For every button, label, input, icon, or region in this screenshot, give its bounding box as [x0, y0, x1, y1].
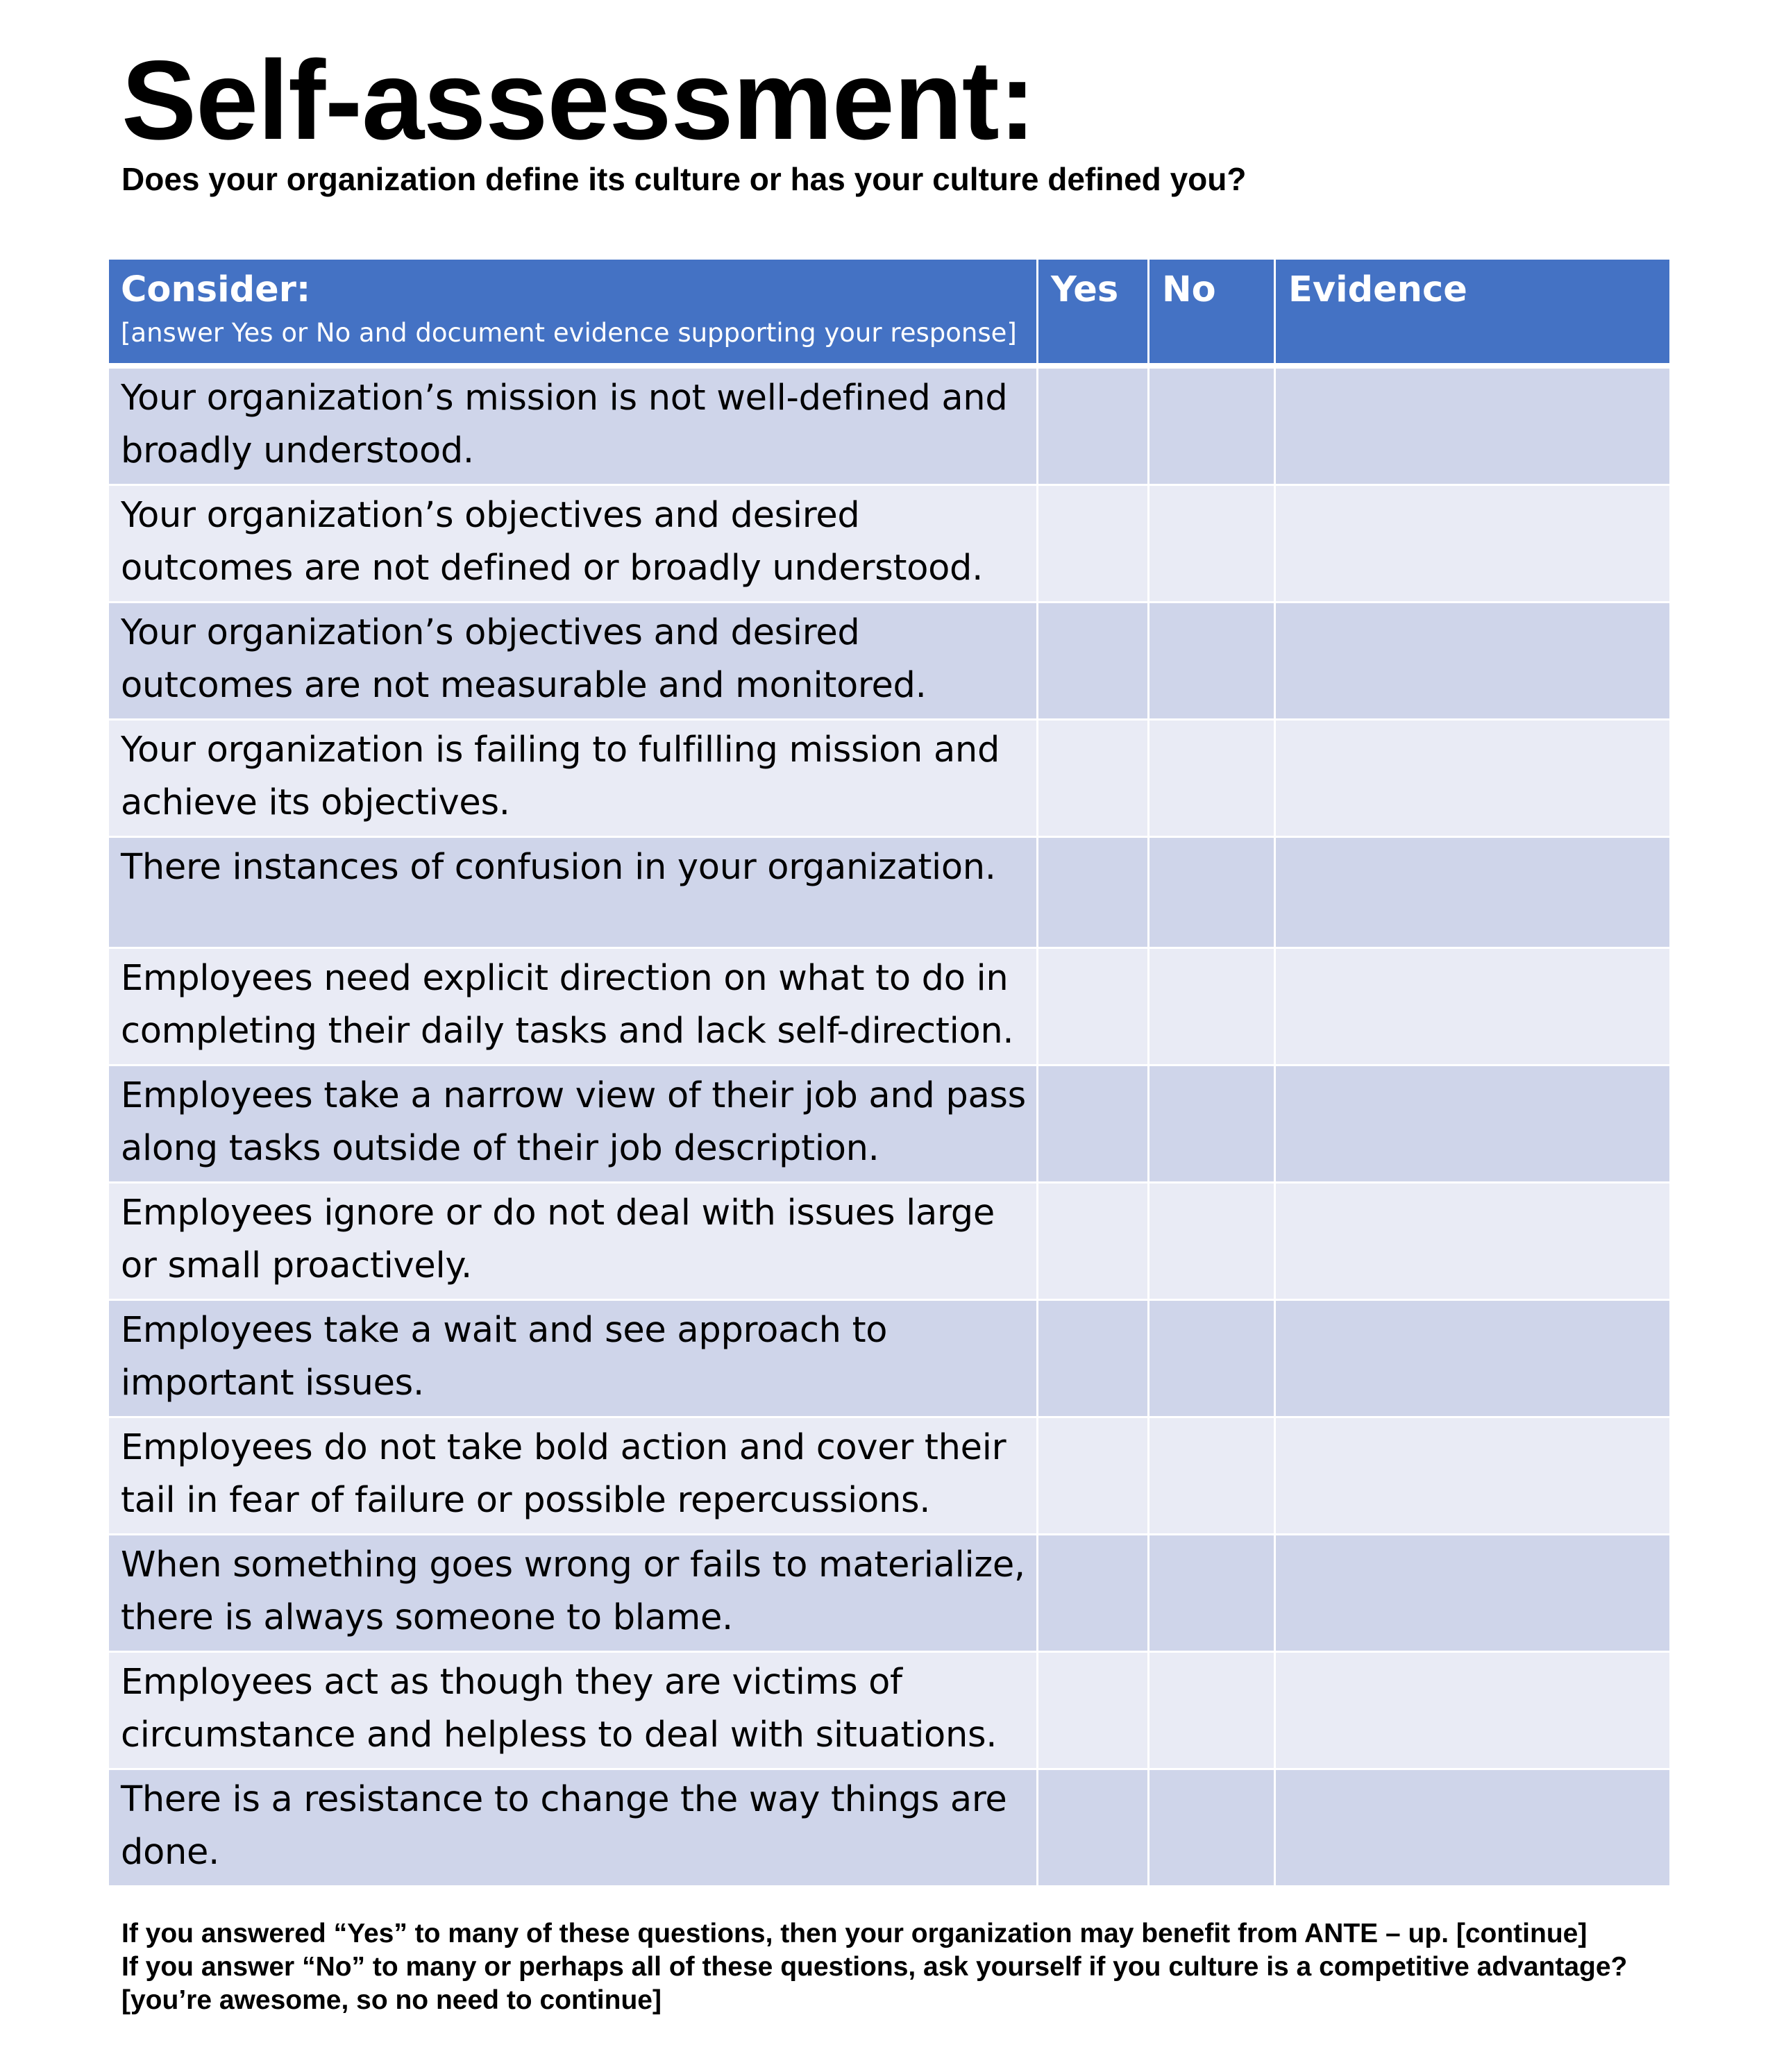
- table-row: [109, 1184, 1669, 1301]
- yes-cell[interactable]: [1036, 721, 1147, 838]
- statement-cell: [109, 1066, 1036, 1184]
- evidence-cell[interactable]: [1274, 1066, 1669, 1184]
- statement-text: When something goes wrong or fails to materialize, there is always someone to blame.: [121, 1544, 1025, 1638]
- evidence-cell[interactable]: [1274, 949, 1669, 1066]
- table-row: [109, 1301, 1669, 1418]
- evidence-cell[interactable]: [1274, 1653, 1669, 1770]
- page-title: Self-assessment:: [121, 37, 1036, 163]
- statement-text: Employees do not take bold action and cover their tail in fear of failure or possible repercussions.: [121, 1427, 1007, 1521]
- yes-cell[interactable]: [1036, 1066, 1147, 1184]
- yes-label: Yes: [1051, 269, 1119, 310]
- statement-cell: [109, 949, 1036, 1066]
- no-cell[interactable]: [1147, 721, 1274, 838]
- evidence-cell[interactable]: [1274, 1535, 1669, 1653]
- evidence-cell[interactable]: [1274, 603, 1669, 721]
- evidence-cell[interactable]: [1274, 1770, 1669, 1887]
- no-cell[interactable]: [1147, 1535, 1274, 1653]
- yes-header: [1036, 260, 1147, 369]
- footer-line-no: If you answer “No” to many or perhaps all of these questions, ask yourself if you culture is a competitive advantage? [you’re awesome, so no need to continue]: [121, 1952, 1628, 2015]
- evidence-cell[interactable]: [1274, 838, 1669, 949]
- table-row: [109, 369, 1669, 486]
- no-header: [1147, 260, 1274, 369]
- table-row: [109, 721, 1669, 838]
- evidence-cell[interactable]: [1274, 369, 1669, 486]
- evidence-cell[interactable]: [1274, 486, 1669, 603]
- table-row: [109, 1418, 1669, 1535]
- statement-text: Employees take a wait and see approach to important issues.: [121, 1310, 888, 1404]
- evidence-cell[interactable]: [1274, 1301, 1669, 1418]
- page-subtitle: Does your organization define its culture or has your culture defined you?: [121, 161, 1247, 197]
- table-row: [109, 486, 1669, 603]
- yes-cell[interactable]: [1036, 1535, 1147, 1653]
- statement-text: Your organization is failing to fulfilling mission and achieve its objectives.: [121, 730, 1000, 823]
- no-cell[interactable]: [1147, 369, 1274, 486]
- no-cell[interactable]: [1147, 1653, 1274, 1770]
- table-row: [109, 1066, 1669, 1184]
- table-row: [109, 949, 1669, 1066]
- statement-cell: [109, 603, 1036, 721]
- table-row: [109, 603, 1669, 721]
- statement-cell: [109, 721, 1036, 838]
- statement-cell: [109, 1653, 1036, 1770]
- statement-text: Employees act as though they are victims of circumstance and helpless to deal with situations.: [121, 1662, 997, 1755]
- table-row: [109, 1770, 1669, 1887]
- statement-cell: [109, 1770, 1036, 1887]
- yes-cell[interactable]: [1036, 949, 1147, 1066]
- no-cell[interactable]: [1147, 1418, 1274, 1535]
- table-header-row: [109, 260, 1669, 369]
- yes-cell[interactable]: [1036, 1770, 1147, 1887]
- no-cell[interactable]: [1147, 1770, 1274, 1887]
- evidence-cell[interactable]: [1274, 721, 1669, 838]
- no-cell[interactable]: [1147, 486, 1274, 603]
- no-cell[interactable]: [1147, 1184, 1274, 1301]
- yes-cell[interactable]: [1036, 369, 1147, 486]
- footer-line-yes: If you answered “Yes” to many of these questions, then your organization may benefit from ANTE – up. [continue]: [121, 1919, 1587, 1948]
- evidence-cell[interactable]: [1274, 1184, 1669, 1301]
- yes-cell[interactable]: [1036, 603, 1147, 721]
- consider-header: [109, 260, 1036, 369]
- table-row: [109, 838, 1669, 949]
- evidence-cell[interactable]: [1274, 1418, 1669, 1535]
- yes-cell[interactable]: [1036, 1653, 1147, 1770]
- statement-text: Your organization’s mission is not well-defined and broadly understood.: [121, 378, 1008, 471]
- statement-text: Employees need explicit direction on what to do in completing their daily tasks and lack self-direction.: [121, 958, 1014, 1052]
- statement-text: Employees ignore or do not deal with issues large or small proactively.: [121, 1193, 995, 1286]
- statement-text: There is a resistance to change the way things are done.: [121, 1779, 1007, 1873]
- statement-cell: [109, 838, 1036, 949]
- yes-cell[interactable]: [1036, 838, 1147, 949]
- consider-label: Consider:: [121, 269, 311, 310]
- statement-cell: [109, 1301, 1036, 1418]
- no-cell[interactable]: [1147, 1301, 1274, 1418]
- no-label: No: [1162, 269, 1216, 310]
- yes-cell[interactable]: [1036, 1418, 1147, 1535]
- statement-cell: [109, 369, 1036, 486]
- no-cell[interactable]: [1147, 603, 1274, 721]
- assessment-table: [109, 260, 1669, 1887]
- yes-cell[interactable]: [1036, 1301, 1147, 1418]
- no-cell[interactable]: [1147, 1066, 1274, 1184]
- statement-cell: [109, 1184, 1036, 1301]
- yes-cell[interactable]: [1036, 1184, 1147, 1301]
- statement-text: Your organization’s objectives and desired outcomes are not measurable and monitored.: [121, 612, 927, 706]
- yes-cell[interactable]: [1036, 486, 1147, 603]
- footer-note: [121, 1917, 1704, 2017]
- statement-text: Your organization’s objectives and desired outcomes are not defined or broadly understood.: [121, 495, 983, 589]
- evidence-header: [1274, 260, 1669, 369]
- no-cell[interactable]: [1147, 949, 1274, 1066]
- no-cell[interactable]: [1147, 838, 1274, 949]
- table-row: [109, 1535, 1669, 1653]
- statement-cell: [109, 486, 1036, 603]
- table-row: [109, 1653, 1669, 1770]
- consider-note: [answer Yes or No and document evidence supporting your response]: [121, 318, 1017, 348]
- statement-cell: [109, 1418, 1036, 1535]
- statement-text: There instances of confusion in your organization.: [121, 847, 996, 888]
- statement-cell: [109, 1535, 1036, 1653]
- evidence-label: Evidence: [1288, 269, 1467, 310]
- statement-text: Employees take a narrow view of their job and pass along tasks outside of their job description.: [121, 1075, 1026, 1169]
